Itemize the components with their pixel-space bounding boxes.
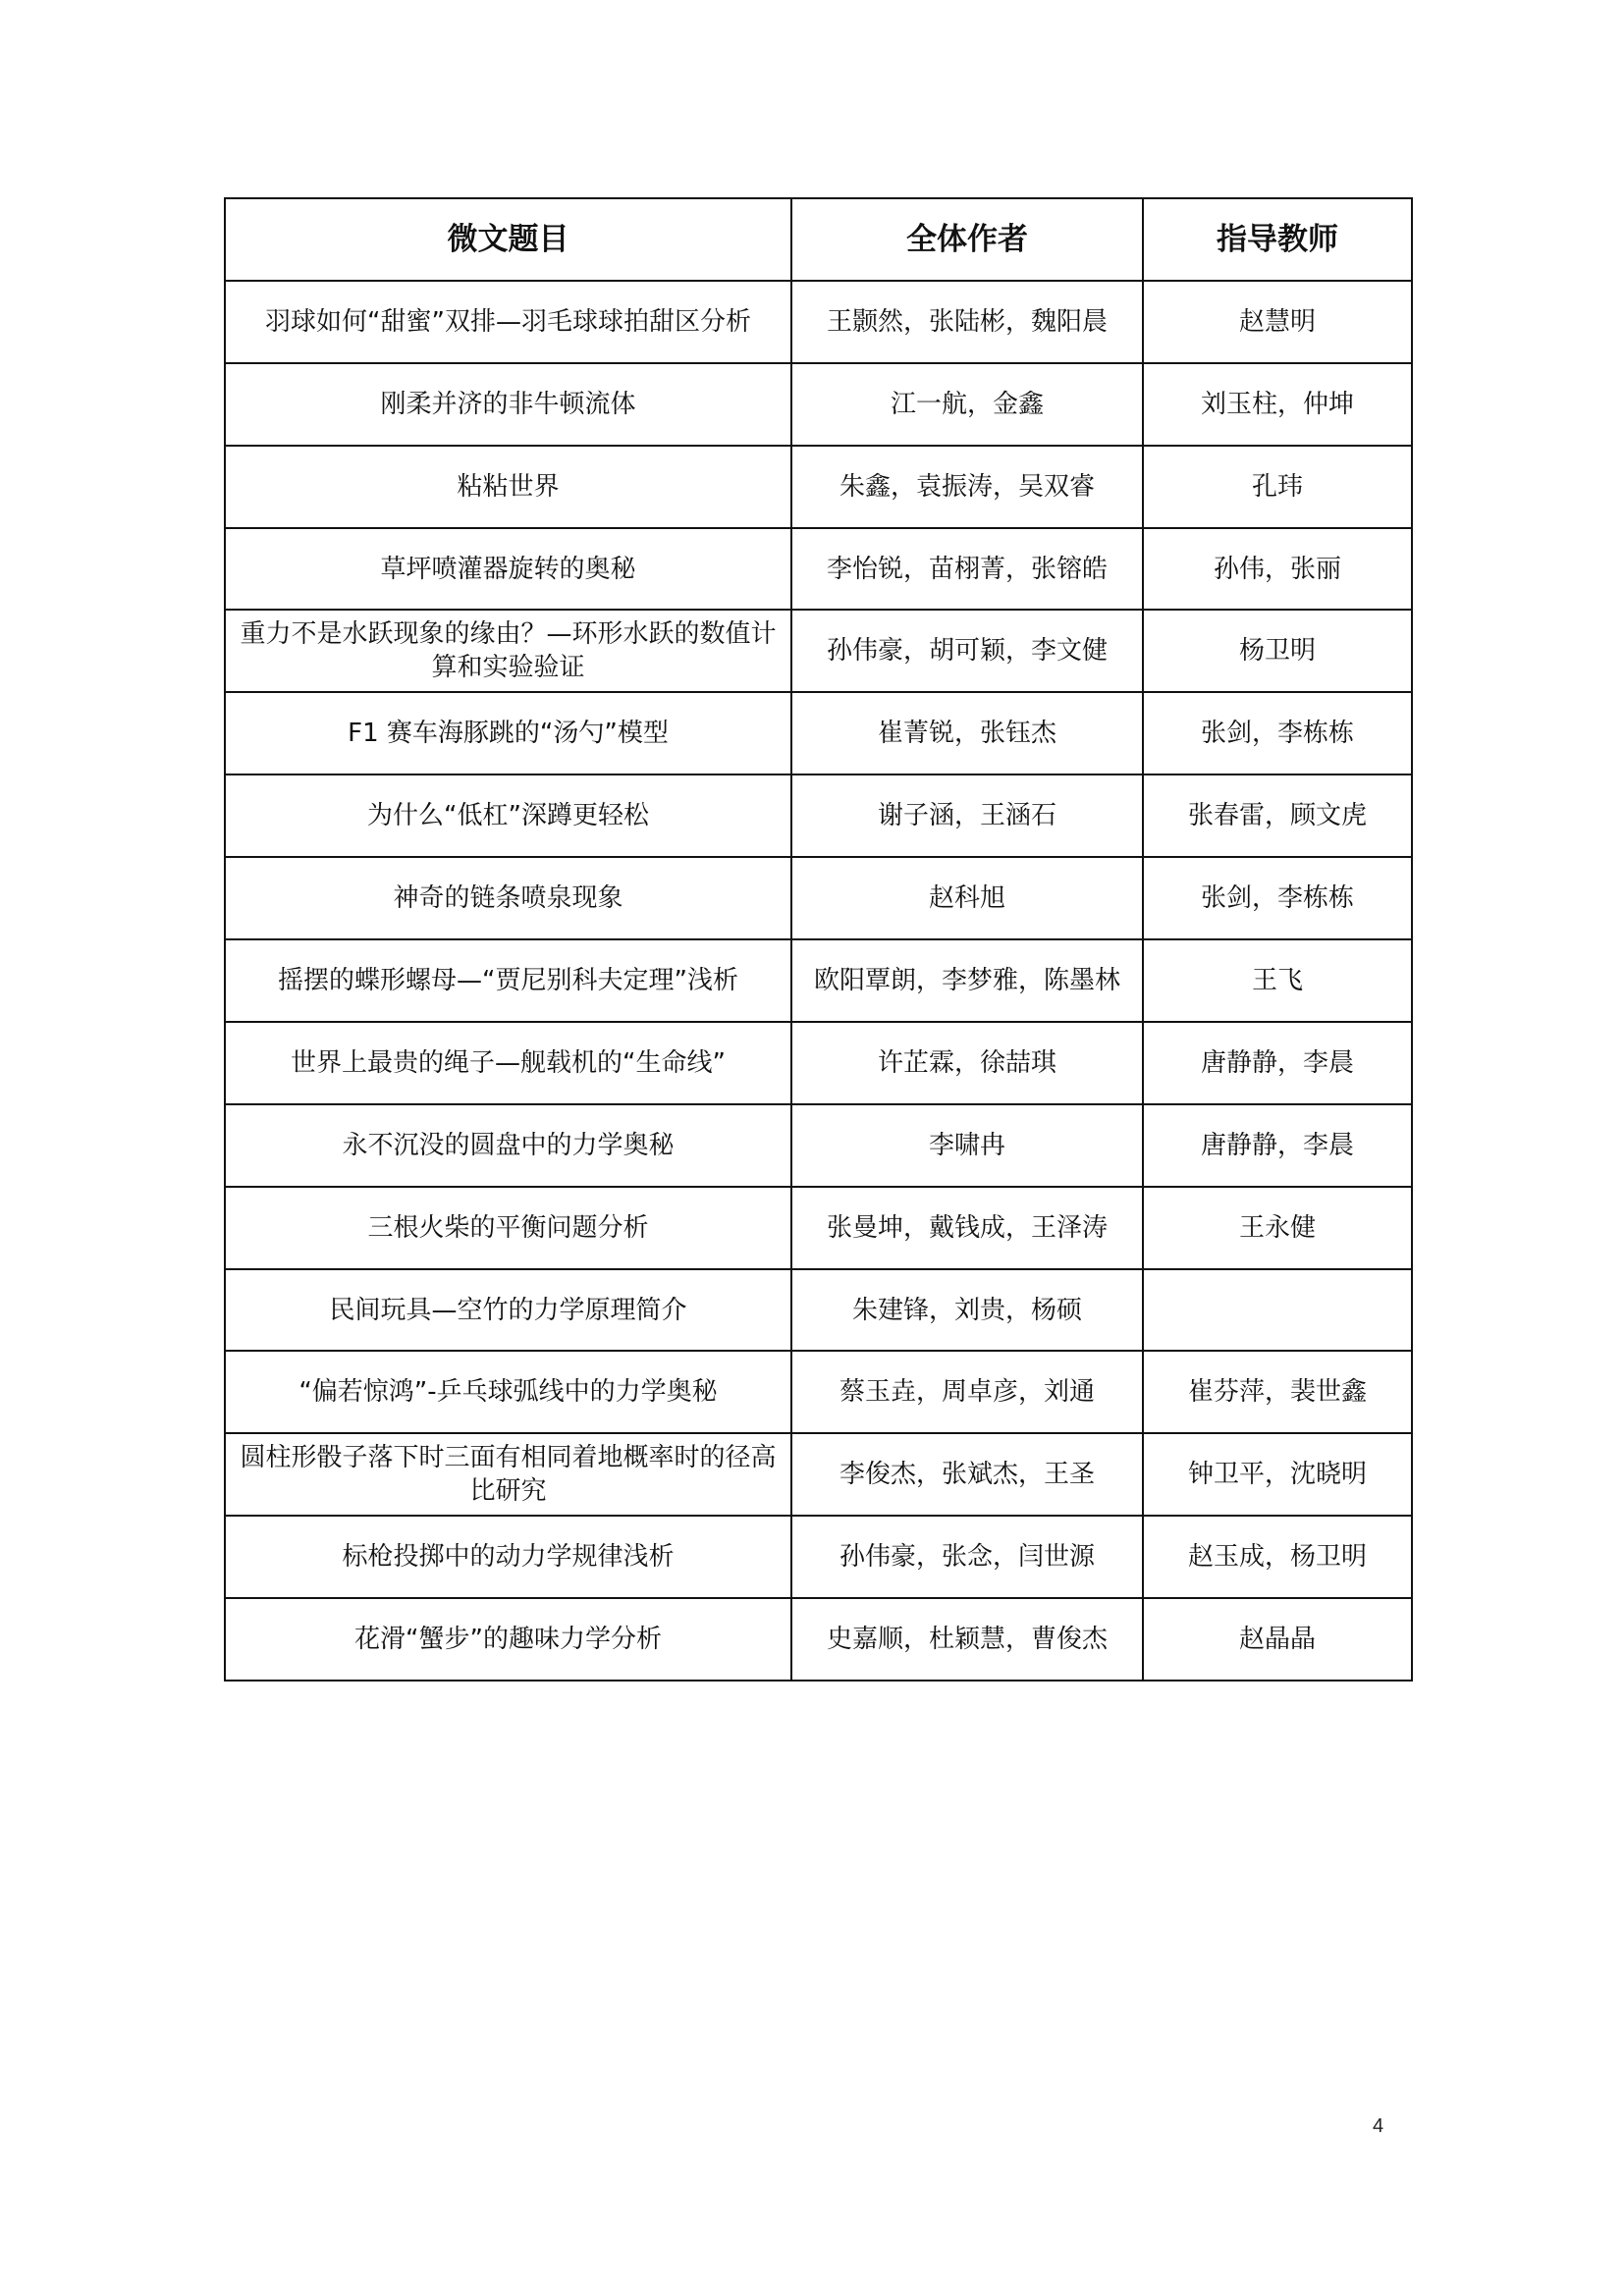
- table-row: [225, 857, 1412, 939]
- table-row: [225, 528, 1412, 611]
- table-row: [225, 1022, 1412, 1104]
- table-row: [225, 1516, 1412, 1598]
- cell-authors: 崔菁锐，张钰杰: [791, 692, 1143, 774]
- cell-advisor: 赵慧明: [1143, 281, 1412, 363]
- cell-authors: 许芷霖，徐喆琪: [791, 1022, 1143, 1104]
- cell-title: F1 赛车海豚跳的“汤勺”模型: [225, 692, 791, 774]
- cell-authors: 赵科旭: [791, 857, 1143, 939]
- table-row: [225, 1269, 1412, 1352]
- column-header-advisor: 指导教师: [1143, 198, 1412, 281]
- article-table: [224, 197, 1413, 1682]
- cell-authors: 王颢然，张陆彬，魏阳晨: [791, 281, 1143, 363]
- column-header-title: 微文题目: [225, 198, 791, 281]
- table-row: [225, 1598, 1412, 1681]
- cell-authors: 孙伟豪，张念，闫世源: [791, 1516, 1143, 1598]
- cell-title: 重力不是水跃现象的缘由？—环形水跃的数值计算和实验验证: [225, 610, 791, 692]
- cell-authors: 李怡锐，苗栩菁，张镕皓: [791, 528, 1143, 611]
- cell-title: 为什么“低杠”深蹲更轻松: [225, 774, 791, 857]
- cell-authors: 欧阳覃朗，李梦雅，陈墨林: [791, 939, 1143, 1022]
- cell-authors: 孙伟豪，胡可颖，李文健: [791, 610, 1143, 692]
- column-header-authors: 全体作者: [791, 198, 1143, 281]
- cell-advisor: 孔玮: [1143, 446, 1412, 528]
- cell-title: 标枪投掷中的动力学规律浅析: [225, 1516, 791, 1598]
- cell-advisor: 孙伟，张丽: [1143, 528, 1412, 611]
- table-row: [225, 774, 1412, 857]
- table-row: [225, 1433, 1412, 1516]
- table-header-row: [225, 198, 1412, 281]
- cell-title: 永不沉没的圆盘中的力学奥秘: [225, 1104, 791, 1187]
- cell-advisor: 赵玉成，杨卫明: [1143, 1516, 1412, 1598]
- page-number: 4: [1373, 2115, 1384, 2137]
- cell-authors: 李啸冉: [791, 1104, 1143, 1187]
- cell-title: 世界上最贵的绳子—舰载机的“生命线”: [225, 1022, 791, 1104]
- cell-title: “偏若惊鸿”-乒乓球弧线中的力学奥秘: [225, 1351, 791, 1433]
- table-row: [225, 446, 1412, 528]
- table-row: [225, 1187, 1412, 1269]
- table-row: [225, 939, 1412, 1022]
- cell-advisor: 唐静静，李晨: [1143, 1104, 1412, 1187]
- cell-advisor: 张春雷，顾文虎: [1143, 774, 1412, 857]
- cell-advisor: 钟卫平，沈晓明: [1143, 1433, 1412, 1516]
- cell-title: 花滑“蟹步”的趣味力学分析: [225, 1598, 791, 1681]
- cell-title: 圆柱形骰子落下时三面有相同着地概率时的径高比研究: [225, 1433, 791, 1516]
- table-row: [225, 1351, 1412, 1433]
- table-row: [225, 363, 1412, 446]
- cell-authors: 朱建锋，刘贵，杨硕: [791, 1269, 1143, 1352]
- cell-advisor: 杨卫明: [1143, 610, 1412, 692]
- cell-advisor: 刘玉柱，仲坤: [1143, 363, 1412, 446]
- cell-advisor: 王永健: [1143, 1187, 1412, 1269]
- table-row: [225, 1104, 1412, 1187]
- cell-authors: 李俊杰，张斌杰，王圣: [791, 1433, 1143, 1516]
- cell-advisor: 张剑，李栋栋: [1143, 692, 1412, 774]
- cell-authors: 谢子涵，王涵石: [791, 774, 1143, 857]
- cell-advisor: 唐静静，李晨: [1143, 1022, 1412, 1104]
- cell-title: 民间玩具—空竹的力学原理简介: [225, 1269, 791, 1352]
- cell-authors: 朱鑫，袁振涛，吴双睿: [791, 446, 1143, 528]
- cell-authors: 史嘉顺，杜颖慧，曹俊杰: [791, 1598, 1143, 1681]
- cell-title: 粘粘世界: [225, 446, 791, 528]
- cell-authors: 张曼坤，戴钱成，王泽涛: [791, 1187, 1143, 1269]
- cell-advisor: [1143, 1269, 1412, 1352]
- cell-authors: 江一航，金鑫: [791, 363, 1143, 446]
- cell-advisor: 崔芬萍，裴世鑫: [1143, 1351, 1412, 1433]
- cell-title: 三根火柴的平衡问题分析: [225, 1187, 791, 1269]
- table-body: [225, 281, 1412, 1681]
- cell-title: 羽球如何“甜蜜”双排—羽毛球球拍甜区分析: [225, 281, 791, 363]
- cell-title: 刚柔并济的非牛顿流体: [225, 363, 791, 446]
- cell-title: 摇摆的蝶形螺母—“贾尼别科夫定理”浅析: [225, 939, 791, 1022]
- cell-title: 草坪喷灌器旋转的奥秘: [225, 528, 791, 611]
- cell-title: 神奇的链条喷泉现象: [225, 857, 791, 939]
- cell-advisor: 赵晶晶: [1143, 1598, 1412, 1681]
- table-row: [225, 692, 1412, 774]
- table-row: [225, 610, 1412, 692]
- cell-advisor: 王飞: [1143, 939, 1412, 1022]
- cell-advisor: 张剑，李栋栋: [1143, 857, 1412, 939]
- cell-authors: 蔡玉垚，周卓彦，刘通: [791, 1351, 1143, 1433]
- table-row: [225, 281, 1412, 363]
